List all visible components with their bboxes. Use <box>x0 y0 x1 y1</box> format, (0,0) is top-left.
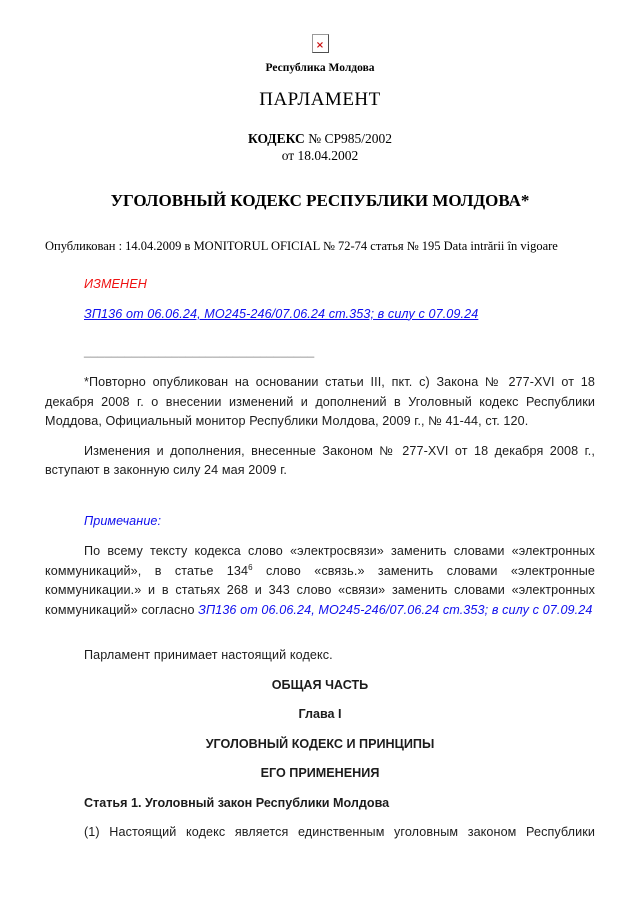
footnote-paragraph-2: Изменения и дополнения, внесенные Законом № 277-XVI от 18 декабря 2008 г., вступают в законную силу 24 мая 2009 г. <box>45 443 595 477</box>
note-paragraph <box>45 542 595 620</box>
amendment-link[interactable]: ЗП136 от 06.06.24, МО245-246/07.06.24 ст.353; в силу с 07.09.24 <box>84 306 479 321</box>
article-paragraph-1: (1) Настоящий кодекс является единственным уголовным законом Республики <box>84 825 595 839</box>
amendment-link-line <box>45 305 595 325</box>
publication-line: Опубликован : 14.04.2009 в MONITORUL OFICIAL № 72-74 статья № 195 Data intrării în vigoare <box>45 239 558 253</box>
part-heading: ОБЩАЯ ЧАСТЬ <box>271 677 369 692</box>
chapter-number: Глава I <box>298 707 342 721</box>
doc-date: от 18.04.2002 <box>281 148 359 163</box>
amendment-inline-link[interactable]: ЗП136 от 06.06.24, МО245-246/07.06.24 ст.353; в силу с 07.09.24 <box>198 602 593 617</box>
note-text-part-2: слово «связь.» заменить словами «электронные коммуникации.» и в статьях 268 и 343 слово «связи» заменить словами «электронных коммуникаций» согласно <box>45 563 595 617</box>
doc-type-label: КОДЕКС <box>248 131 305 146</box>
amendment-status: ИЗМЕНЕН <box>84 277 147 291</box>
footnote-paragraph-1: *Повторно опубликован на основании статьи III, пкт. c) Закона № 277-XVI от 18 декабря 2008 г. о внесении изменений и дополнений в Уголовный кодекс Республики Моддова, Официальный монитор Республики Молдова, 2009 г., № 41-44, ст. 120. <box>45 375 595 428</box>
note-label: Примечание: <box>84 513 162 528</box>
note-superscript: 6 <box>248 562 253 572</box>
footnote-divider: __________________________________ <box>84 344 315 358</box>
enactment-line: Парламент принимает настоящий кодекс. <box>84 648 333 662</box>
country-name: Республика Молдова <box>265 62 375 74</box>
broken-image-x-icon: × <box>315 40 325 51</box>
page-title: УГОЛОВНЫЙ КОДЕКС РЕСПУБЛИКИ МОЛДОВА* <box>110 191 530 210</box>
logo-area <box>45 34 595 53</box>
chapter-title-line-2: ЕГО ПРИМЕНЕНИЯ <box>260 766 380 780</box>
note-text-part-1: По всему тексту кодекса слово «электросвязи» заменить словами «электронных коммуникаций», в статье 134 <box>45 544 595 578</box>
doc-number: № CP985/2002 <box>308 131 392 146</box>
chapter-title-line-1: УГОЛОВНЫЙ КОДЕКС И ПРИНЦИПЫ <box>205 736 435 751</box>
broken-image-icon <box>312 34 329 53</box>
institution-name: ПАРЛАМЕНТ <box>259 89 381 110</box>
doc-number-line <box>45 130 595 147</box>
article-heading: Статья 1. Уголовный закон Республики Молдова <box>84 795 390 810</box>
